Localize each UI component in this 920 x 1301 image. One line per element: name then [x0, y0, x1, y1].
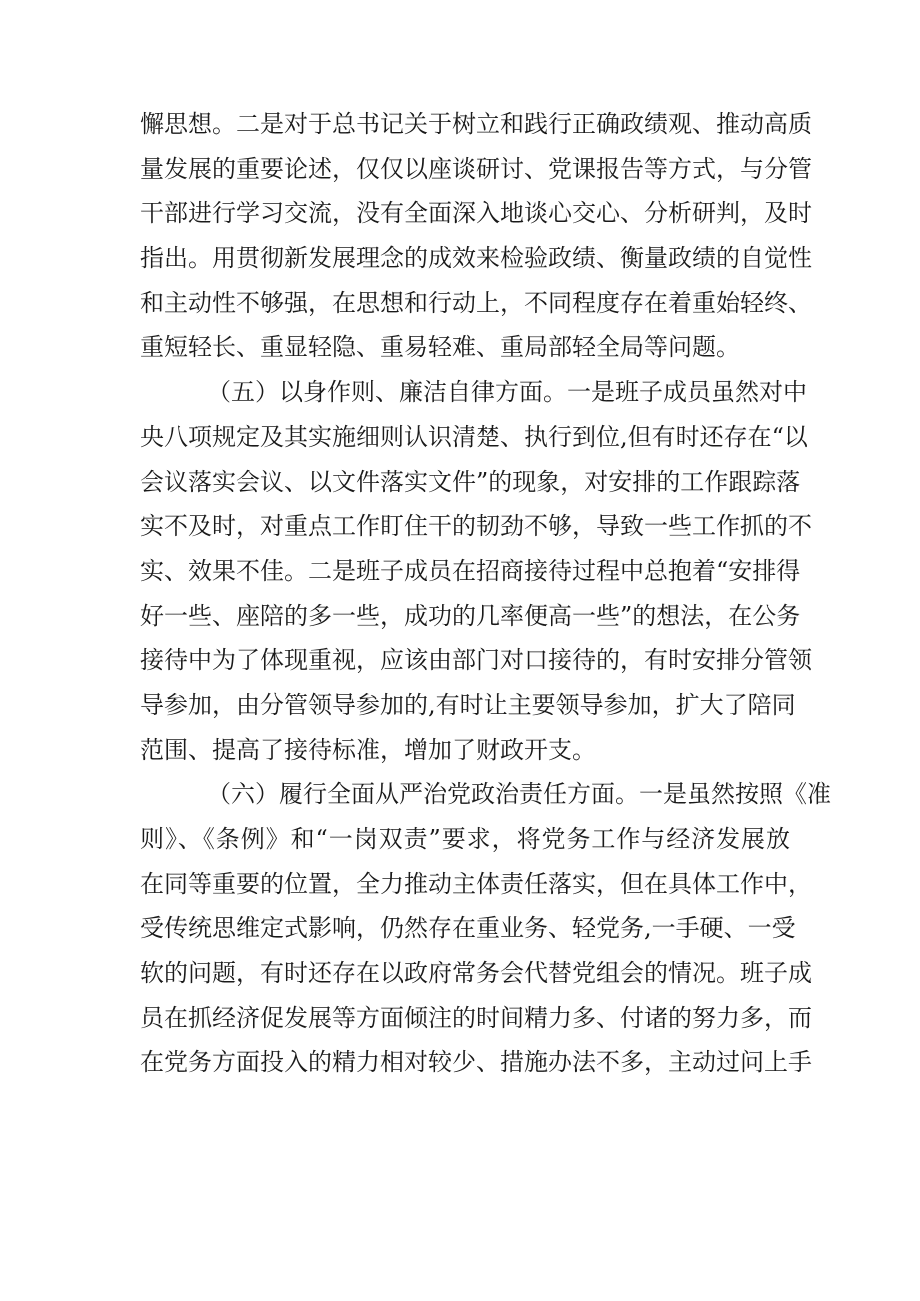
- paragraph-3-line-4: 受传统思维定式影响，仍然存在重业务、轻党务,一手硬、一受: [140, 914, 796, 943]
- paragraph-1-line-2: 量发展的重要论述，仅仅以座谈研讨、党课报告等方式，与分管: [140, 154, 812, 183]
- paragraph-2-line-7: 接待中为了体现重视，应该由部门对口接待的，有时安排分管领: [140, 646, 812, 675]
- paragraph-3-line-2: 则》、《条例》和“一岗双责”要求，将党务工作与经济发展放: [140, 825, 790, 853]
- paragraph-2-line-4: 实不及时，对重点工作盯住干的韧劲不够，导致一些工作抓的不: [140, 512, 812, 541]
- paragraph-1-line-1: 懈思想。二是对于总书记关于树立和践行正确政绩观、推动高质: [140, 110, 812, 138]
- paragraph-2-line-3: 会议落实会议、以文件落实文件”的现象，对安排的工作跟踪落: [140, 467, 801, 496]
- paragraph-2-line-5: 实、效果不佳。二是班子成员在招商接待过程中总抱着“安排得: [140, 556, 801, 585]
- paragraph-1-line-5: 和主动性不够强，在思想和行动上，不同程度存在着重始轻终、: [140, 288, 812, 317]
- paragraph-2-line-1: （五）以身作则、廉洁自律方面。一是班子成员虽然对中: [207, 378, 807, 407]
- paragraph-3-line-1: （六）履行全面从严治党政治责任方面。一是虽然按照《准: [207, 780, 831, 809]
- paragraph-1-line-3: 干部进行学习交流，没有全面深入地谈心交心、分析研判，及时: [140, 199, 812, 228]
- paragraph-3-line-3: 在同等重要的位置，全力推动主体责任落实，但在具体工作中，: [140, 869, 812, 898]
- document-body: [140, 102, 831, 1085]
- paragraph-3-line-5: 软的问题，有时还存在以政府常务会代替党组会的情况。班子成: [140, 959, 812, 988]
- paragraph-3-line-6: 员在抓经济促发展等方面倾注的时间精力多、付诸的努力多，而: [140, 1003, 812, 1032]
- paragraph-2-line-6: 好一些、座陪的多一些，成功的几率便高一些”的想法，在公务: [140, 601, 801, 630]
- paragraph-1-line-4: 指出。用贯彻新发展理念的成效来检验政绩、衡量政绩的自觉性: [140, 244, 812, 273]
- paragraph-2-line-8: 导参加，由分管领导参加的,有时让主要领导参加，扩大了陪同: [140, 690, 796, 719]
- paragraph-2-line-9: 范围、提高了接待标准，增加了财政开支。: [140, 735, 596, 764]
- paragraph-1-line-6: 重短轻长、重显轻隐、重易轻难、重局部轻全局等问题。: [140, 333, 740, 362]
- paragraph-3-line-7: 在党务方面投入的精力相对较少、措施办法不多，主动过问上手: [140, 1048, 812, 1077]
- paragraph-2-line-2: 央八项规定及其实施细则认识清楚、执行到位,但有时还存在“以: [140, 422, 808, 451]
